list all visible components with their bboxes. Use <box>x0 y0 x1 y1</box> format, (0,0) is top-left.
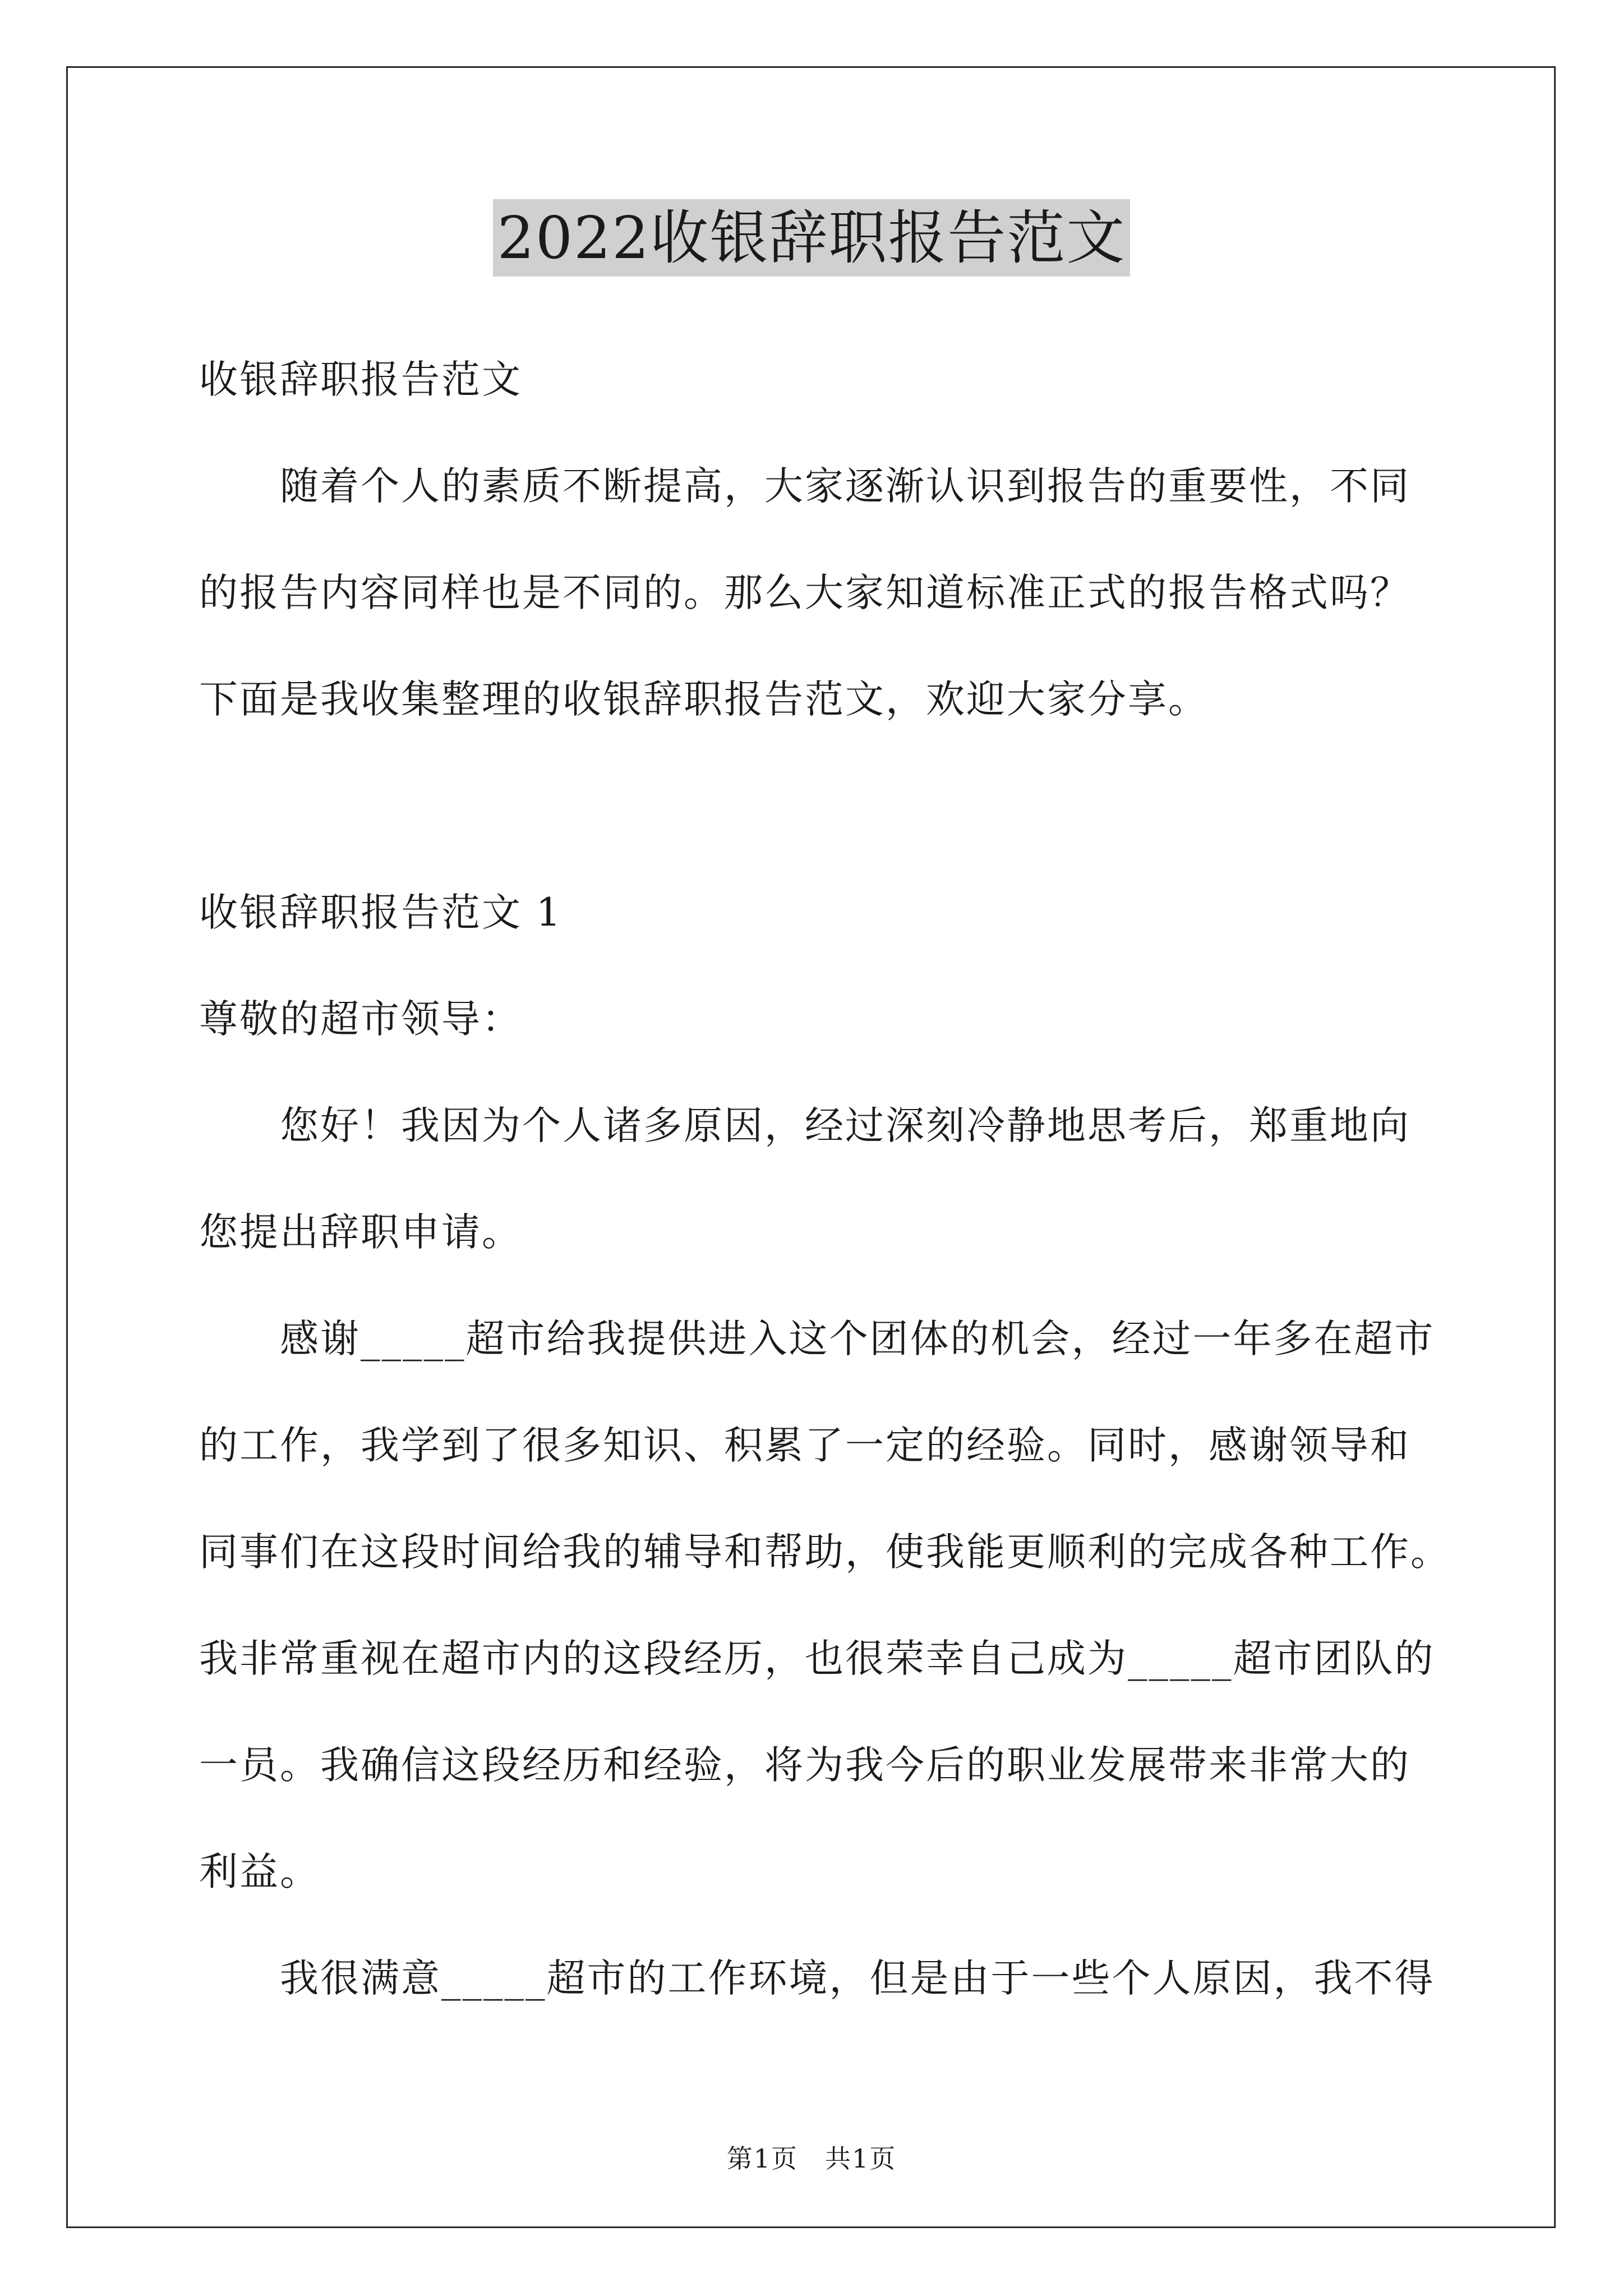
text-line-13: 一员。我确信这段经历和经验，将为我今后的职业发展带来非常大的 <box>199 1743 1410 1788</box>
text-line-9: 感谢_____超市给我提供进入这个团体的机会，经过一年多在超市 <box>199 1317 1435 1361</box>
text-line-8: 您提出辞职申请。 <box>199 1210 522 1255</box>
text-line-12: 我非常重视在超市内的这段经历，也很荣幸自己成为_____超市团队的 <box>199 1636 1435 1681</box>
text-line-14: 利益。 <box>199 1849 320 1894</box>
text-line-6: 尊敬的超市领导： <box>199 997 522 1042</box>
text-line-4: 下面是我收集整理的收银辞职报告范文，欢迎大家分享。 <box>199 677 1209 722</box>
text-line-2: 随着个人的素质不断提高，大家逐渐认识到报告的重要性，不同 <box>199 464 1410 509</box>
title-container <box>0 199 1623 277</box>
text-line-11: 同事们在这段时间给我的辅导和帮助，使我能更顺利的完成各种工作。 <box>199 1530 1451 1575</box>
text-line-10: 的工作，我学到了很多知识、积累了一定的经验。同时，感谢领导和 <box>199 1423 1410 1468</box>
document-title: 2022收银辞职报告范文 <box>493 199 1131 277</box>
text-line-15: 我很满意_____超市的工作环境，但是由于一些个人原因，我不得 <box>199 1956 1435 2001</box>
text-line-3: 的报告内容同样也是不同的。那么大家知道标准正式的报告格式吗？ <box>199 570 1410 615</box>
page-number: 第1页 共1页 <box>726 2143 897 2174</box>
text-line-1: 收银辞职报告范文 <box>199 357 522 402</box>
text-line-5: 收银辞职报告范文 1 <box>199 890 562 935</box>
text-line-7: 您好！我因为个人诸多原因，经过深刻冷静地思考后，郑重地向 <box>199 1103 1410 1148</box>
